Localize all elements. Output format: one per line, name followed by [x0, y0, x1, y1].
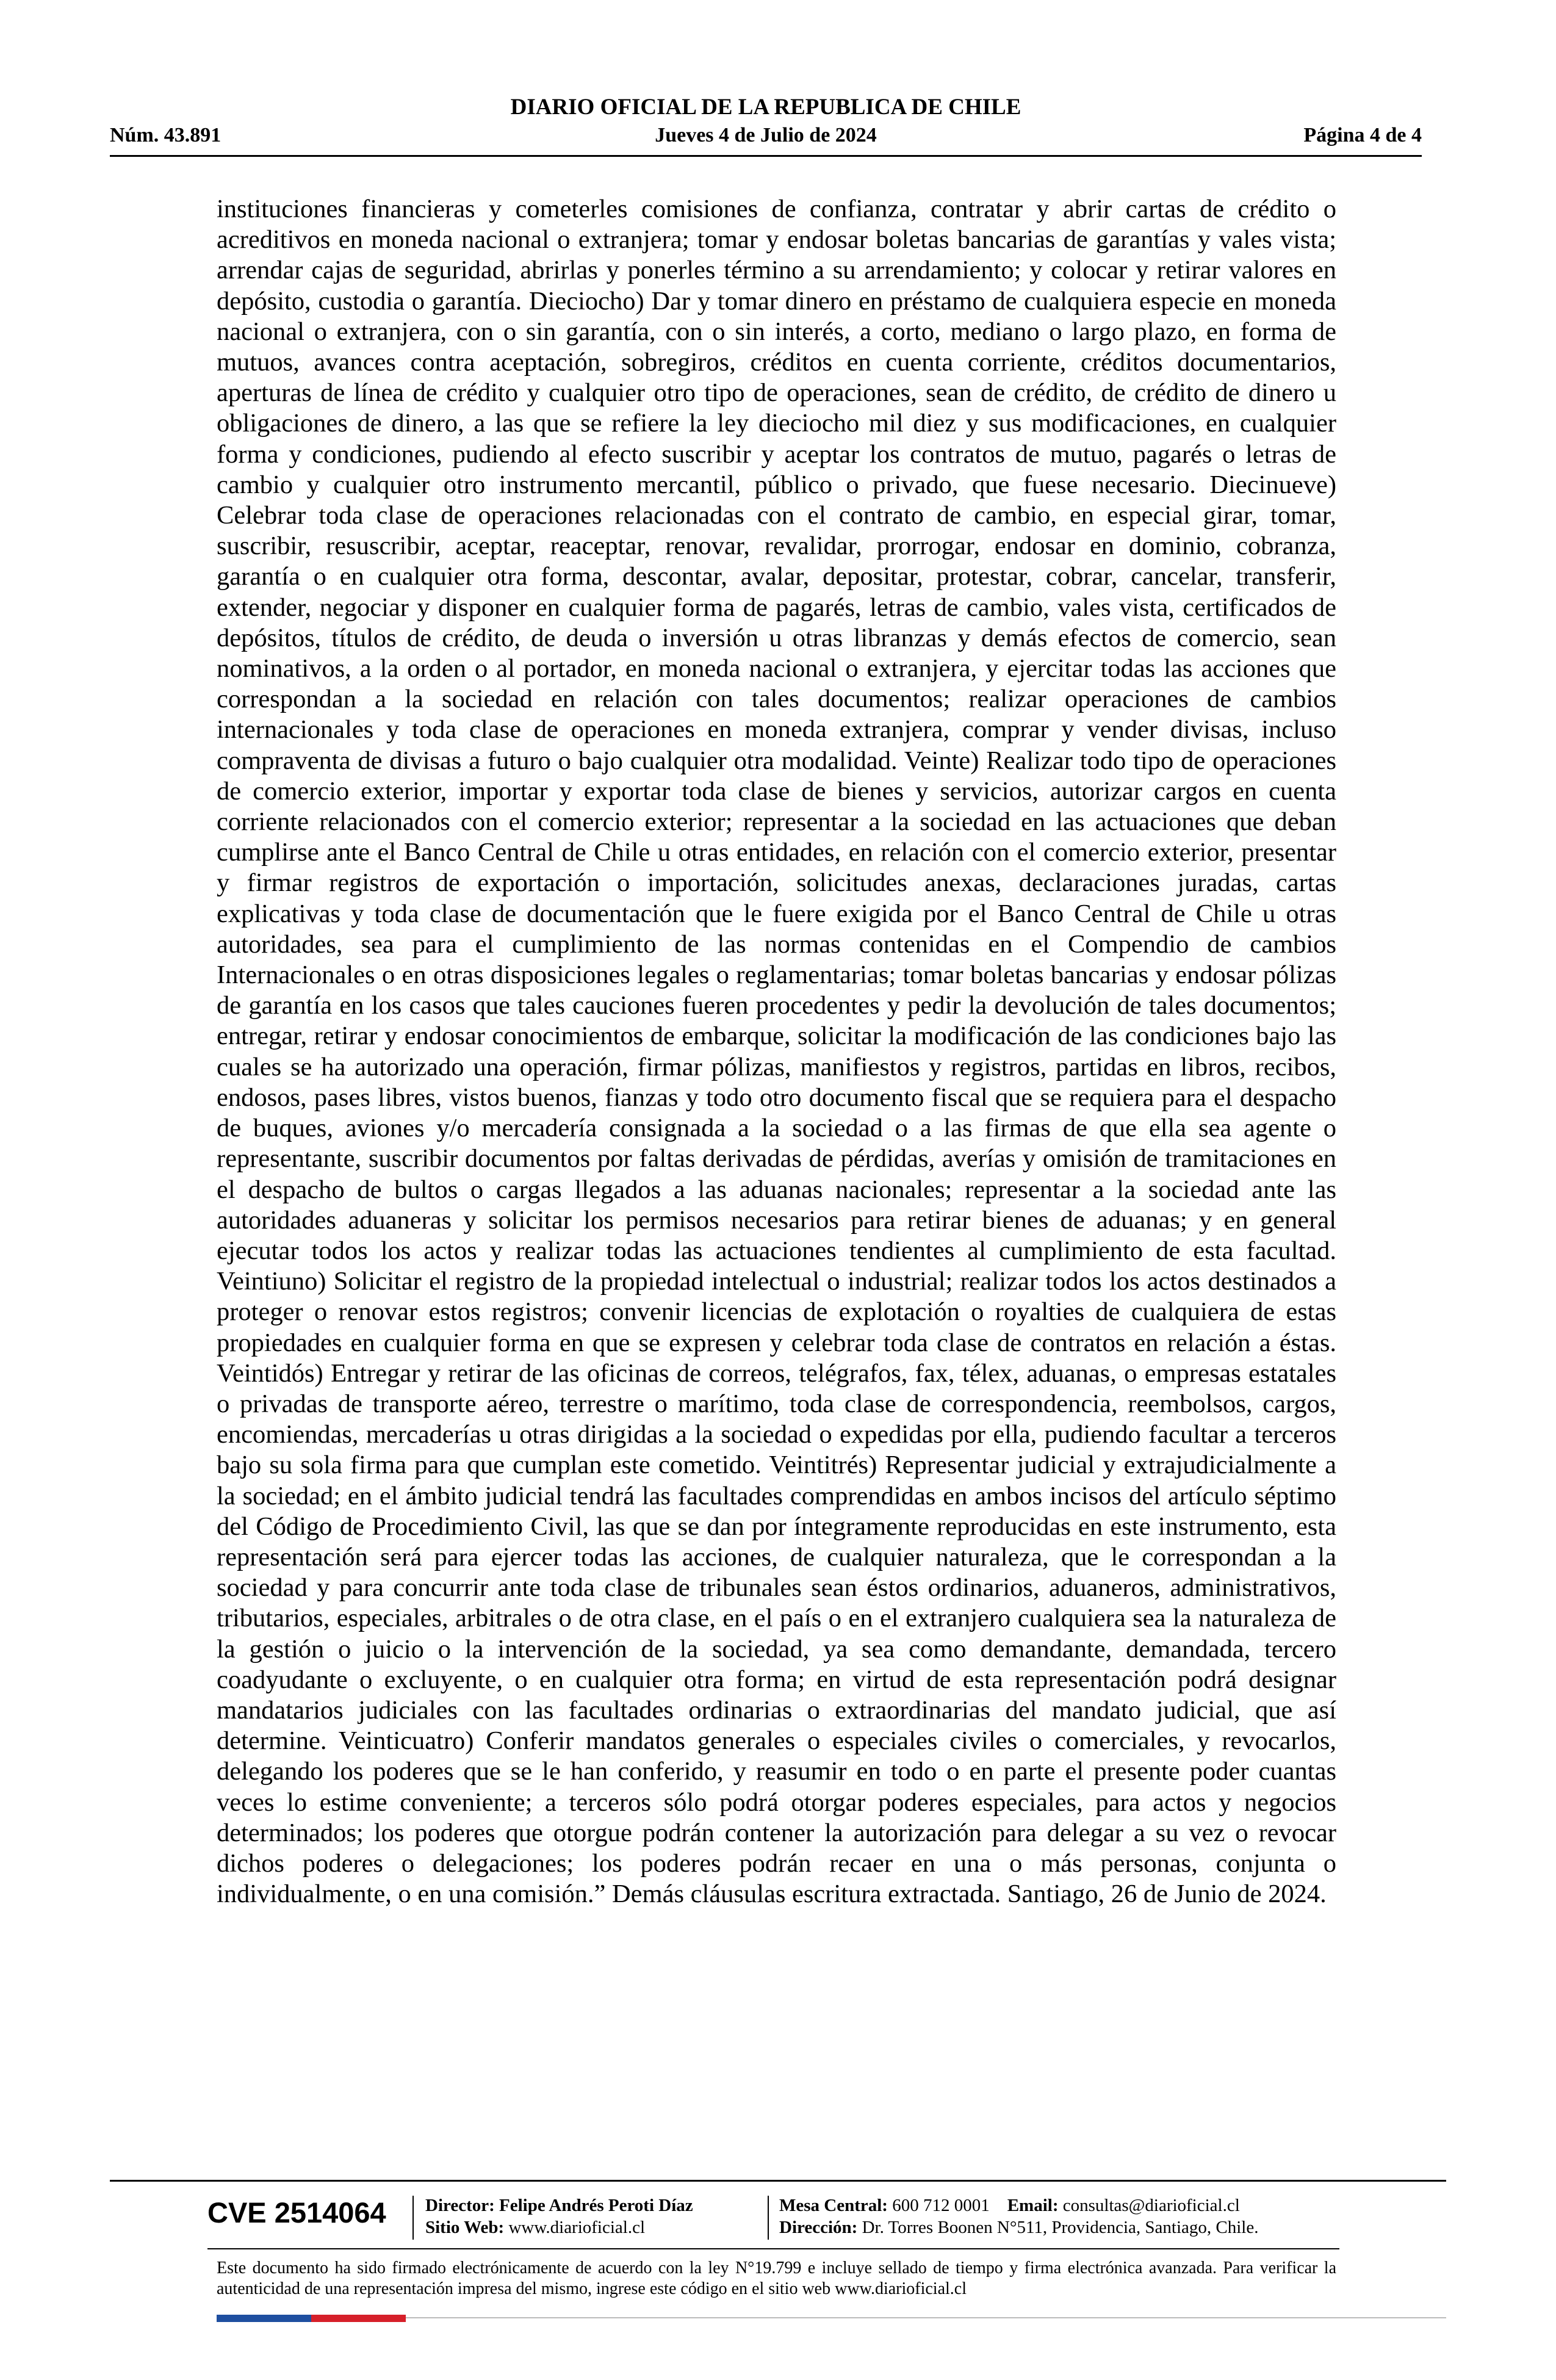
signature-notice: Este documento ha sido firmado electrónicamente de acuerdo con la ley N°19.799 e incluye sellado de tiempo y firma electrónica avanzada. Para verificar la autenticidad de una representación impresa del mismo, ingrese este código en el sitio web www.diarioficial.cl	[217, 2259, 1336, 2298]
page-header	[110, 92, 1422, 159]
flag-blue-stripe	[217, 2315, 311, 2322]
director-label: Director:	[425, 2196, 495, 2215]
issue-number: Núm. 43.891	[110, 124, 222, 146]
address-label: Dirección:	[779, 2218, 858, 2237]
mesa-label: Mesa Central:	[779, 2196, 888, 2215]
footer-contact-block	[779, 2194, 1258, 2238]
email-link[interactable]: consultas@diarioficial.cl	[1062, 2196, 1240, 2215]
footer-director-block	[425, 2194, 693, 2238]
mesa-phone: 600 712 0001	[892, 2196, 990, 2215]
footer-separator	[768, 2196, 769, 2240]
email-label: Email:	[1007, 2196, 1059, 2215]
site-label: Sitio Web:	[425, 2218, 505, 2237]
issue-date: Jueves 4 de Julio de 2024	[655, 124, 877, 146]
page-number: Página 4 de 4	[1303, 124, 1422, 146]
site-link[interactable]: www.diarioficial.cl	[508, 2218, 646, 2237]
flag-line	[406, 2317, 1446, 2318]
footer-inner-divider	[207, 2248, 1339, 2249]
address-value: Dr. Torres Boonen N°511, Providencia, Santiago, Chile.	[862, 2218, 1259, 2237]
cve-code: CVE 2514064	[207, 2196, 386, 2229]
flag-red-stripe	[311, 2315, 406, 2322]
header-divider	[110, 155, 1422, 157]
footer-divider	[110, 2180, 1446, 2182]
flag-bar	[217, 2315, 406, 2322]
director-name: Felipe Andrés Peroti Díaz	[499, 2196, 693, 2215]
body-paragraph: instituciones financieras y cometerles comisiones de confianza, contratar y abrir cartas de crédito o acreditivos en moneda nacional o extranjera; tomar y endosar boletas bancarias de garantías y vales vista; arrendar cajas de seguridad, abrirlas y ponerles término a su arrendamiento; y colocar y retirar valores en depósito, custodia o garantía. Dieciocho) Dar y tomar dinero en préstamo de cualquiera especie en moneda nacional o extranjera, con o sin garantía, con o sin interés, a corto, mediano o largo plazo, en forma de mutuos, avances contra aceptación, sobregiros, créditos en cuenta corriente, créditos documentarios, aperturas de línea de crédito y cualquier otro tipo de operaciones, sean de crédito, de crédito de dinero u obligaciones de dinero, a las que se refiere la ley dieciocho mil diez y sus modificaciones, en cualquier forma y condiciones, pudiendo al efecto suscribir y aceptar los contratos de mutuo, pagarés o letras de cambio y cualquier otro instrumento mercantil, público o privado, que fuese necesario. Diecinueve) Celebrar toda clase de operaciones relacionadas con el contrato de cambio, en especial girar, tomar, suscribir, resuscribir, aceptar, reaceptar, renovar, revalidar, prorrogar, endosar en dominio, cobranza, garantía o en cualquier otra forma, descontar, avalar, depositar, protestar, cobrar, cancelar, transferir, extender, negociar y disponer en cualquier forma de pagarés, letras de cambio, vales vista, certificados de depósitos, títulos de crédito, de deuda o inversión u otras libranzas y demás efectos de comercio, sean nominativos, a la orden o al portador, en moneda nacional o extranjera, y ejercitar todas las acciones que correspondan a la sociedad en relación con tales documentos; realizar operaciones de cambios internacionales y toda clase de operaciones en moneda extranjera, comprar y vender divisas, incluso compraventa de divisas a futuro o bajo cualquier otra modalidad. Veinte) Realizar todo tipo de operaciones de comercio exterior, importar y exportar toda clase de bienes y servicios, autorizar cargos en cuenta corriente relacionados con el comercio exterior; representar a la sociedad en las actuaciones que deban cumplirse ante el Banco Central de Chile u otras entidades, en relación con el comercio exterior, presentar y firmar registros de exportación o importación, solicitudes anexas, declaraciones juradas, cartas explicativas y toda clase de documentación que le fuere exigida por el Banco Central de Chile u otras autoridades, sea para el cumplimiento de las normas contenidas en el Compendio de cambios Internacionales o en otras disposiciones legales o reglamentarias; tomar boletas bancarias y endosar pólizas de garantía en los casos que tales cauciones fueren procedentes y pedir la devolución de tales documentos; entregar, retirar y endosar conocimientos de embarque, solicitar la modificación de las condiciones bajo las cuales se ha autorizado una operación, firmar pólizas, manifiestos y registros, partidas en libros, recibos, endosos, pases libres, vistos buenos, fianzas y todo otro documento fiscal que se requiera para el despacho de buques, aviones y/o mercadería consignada a la sociedad o a las firmas de que ella sea agente o representante, suscribir documentos por faltas derivadas de pérdidas, averías y omisión de tramitaciones en el despacho de bultos o cargas llegados a las aduanas nacionales; representar a la sociedad ante las autoridades aduaneras y solicitar los permisos necesarios para retirar bienes de aduanas; y en general ejecutar todos los actos y realizar todas las actuaciones tendientes al cumplimiento de esta facultad. Veintiuno) Solicitar el registro de la propiedad intelectual o industrial; realizar todos los actos destinados a proteger o renovar estos registros; convenir licencias de explotación o royalties de cualquiera de estas propiedades en cualquier forma en que se expresen y celebrar toda clase de contratos en relación a éstas. Veintidós) Entregar y retirar de las oficinas de correos, telégrafos, fax, télex, aduanas, o empresas estatales o privadas de transporte aéreo, terrestre o marítimo, toda clase de correspondencia, reembolsos, cargos, encomiendas, mercaderías u otras dirigidas a la sociedad o expedidas por ella, pudiendo facultar a terceros bajo su sola firma para que cumplan este cometido. Veintitrés) Representar judicial y extrajudicialmente a la sociedad; en el ámbito judicial tendrá las facultades comprendidas en ambos incisos del artículo séptimo del Código de Procedimiento Civil, las que se dan por íntegramente reproducidas en este instrumento, esta representación será para ejercer todas las acciones, de cualquier naturaleza, que le correspondan a la sociedad y para concurrir ante toda clase de tribunales sean éstos ordinarios, aduaneros, administrativos, tributarios, especiales, arbitrales o de otra clase, en el país o en el extranjero cualquiera sea la naturaleza de la gestión o juicio o la intervención de la sociedad, ya sea como demandante, demandada, tercero coadyudante o excluyente, o en cualquier otra forma; en virtud de esta representación podrá designar mandatarios judiciales con las facultades ordinarias o extraordinarias del mandato judicial, que así determine. Veinticuatro) Conferir mandatos generales o especiales civiles o comerciales, y revocarlos, delegando los poderes que se le han conferido, y reasumir en todo o en parte el presente poder cuantas veces lo estime conveniente; a terceros sólo podrá otorgar poderes especiales, para actos y negocios determinados; los poderes que otorgue podrán contener la autorización para delegar a su vez o revocar dichos poderes o delegaciones; los poderes podrán recaer en una o más personas, conjunta o individualmente, o en una comisión.” Demás cláusulas escritura extractada. Santiago, 26 de Junio de 2024.	[217, 195, 1336, 1909]
newspaper-title: DIARIO OFICIAL DE LA REPUBLICA DE CHILE	[510, 95, 1021, 120]
footer-separator	[412, 2196, 414, 2240]
